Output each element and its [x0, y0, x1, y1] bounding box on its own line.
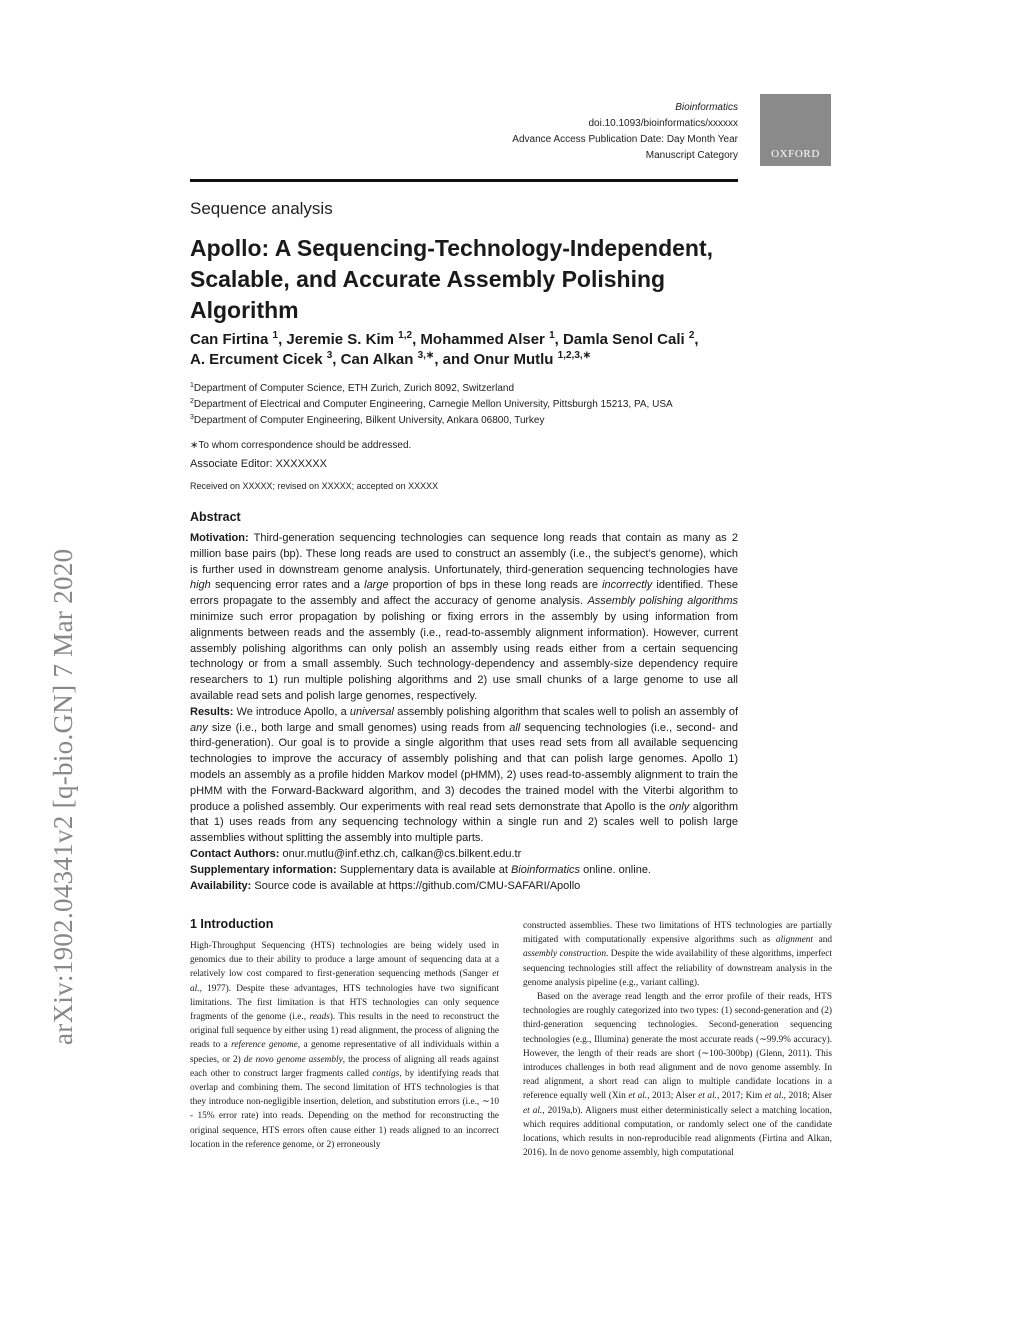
text-run: , the process of aligning all reads against each other to construct larger fragments called: [190, 1054, 499, 1079]
author-affiliation-mark: 1,2: [398, 330, 413, 341]
publication-date: Advance Access Publication Date: Day Month Year: [512, 134, 738, 145]
text-run: size (i.e., both large and small genomes) using reads from: [207, 721, 510, 734]
author-name: Can Firtina: [190, 331, 273, 348]
emphasis-text: Assembly polishing algorithms: [587, 595, 738, 608]
abstract-contact: [190, 847, 738, 863]
text-run: proportion of bps in these long reads are: [388, 579, 603, 592]
emphasis-text: et al.: [523, 1105, 543, 1116]
text-run: minimize such error propagation by polishing or fixing errors in the assembly by using information from alignments between reads and the assembly (i.e., read-to-assembly alignment information). However, current assembly polishing algorithms can only polish an assembly using reads either from a certain sequencing technology or from a small assembly. Such technology-dependency and assembly-size dependency require researchers to 1) run multiple polishing algorithms and 2) use small chunks of a large genome to use all available read sets and polish large genomes, respectively.: [190, 610, 738, 702]
abstract-body: [190, 531, 738, 894]
author-name: Can Alkan: [340, 351, 418, 368]
abstract-supplementary: [190, 863, 738, 879]
author-name: Damla Senol Cali: [562, 331, 689, 348]
affiliation-text: Department of Computer Engineering, Bilkent University, Ankara 06800, Turkey: [193, 415, 545, 426]
publisher-logo: [760, 94, 831, 166]
affiliations: [190, 381, 673, 429]
emphasis-text: et al.: [698, 1091, 717, 1102]
associate-editor: Associate Editor: XXXXXXX: [190, 458, 327, 470]
author-name: Onur Mutlu: [473, 351, 558, 368]
text-run: and: [813, 935, 832, 946]
availability-text: Source code is available at https://github.com/CMU-SAFARI/Apollo: [251, 879, 581, 892]
emphasis-text: et al.: [628, 1091, 648, 1102]
author-separator: ,: [412, 331, 421, 348]
supplementary-text: [337, 864, 651, 876]
affiliation-text: Department of Electrical and Computer Engineering, Carnegie Mellon University, Pittsburgh 15213, PA, USA: [193, 399, 673, 410]
affiliation-line: [190, 397, 673, 413]
emphasis-text: all: [509, 721, 521, 734]
author-affiliation-mark: 3,∗: [417, 350, 435, 361]
text-run: Third-generation sequencing technologies can sequence long reads that contain as many as 2 million base pairs (bp). These long reads are used to construct an assembly (i.e., the subject’s genome), which is further used in downstream genome analysis. Unfortunately, third-generation sequencing technologies have: [190, 532, 738, 576]
author-affiliation-mark: 1: [272, 330, 279, 341]
emphasis-text: large: [364, 579, 389, 592]
article-category: Sequence analysis: [190, 199, 333, 218]
text-run: Supplementary data is available at: [336, 863, 511, 876]
text-run: algorithm that 1) uses reads from any sequencing technology within a single run and 2) scales well to polish large assemblies without splitting the assembly into multiple parts.: [190, 800, 739, 845]
author-separator: , and: [434, 351, 474, 368]
emphasis-text: et al.: [190, 969, 499, 994]
author-affiliation-mark: 1: [549, 330, 555, 341]
author-separator: ,: [278, 331, 287, 348]
author-name: A. Ercument Cicek: [190, 351, 327, 368]
affiliation-line: [190, 413, 673, 429]
journal-metadata: [512, 100, 738, 164]
header-rule: [190, 179, 738, 182]
text-run: identified. These errors propagate to the assembly and affect the accuracy of genome analysis.: [190, 579, 738, 608]
author-separator: ,: [332, 351, 341, 368]
paper-title: Apollo: A Sequencing-Technology-Independent, Scalable, and Accurate Assembly Polishing Algorithm: [190, 235, 714, 323]
intro-column-right: [523, 919, 832, 1160]
emphasis-text: only: [669, 800, 690, 813]
text-run: , 2019a,b). Aligners must either deterministically select a matching location, which requires additional computation, or randomly select one of the candidate locations, which results in non-reproducible read alignments (Firtina and Alkan, 2016). In de novo genome assembly, high computational: [523, 1105, 832, 1159]
text-run: , by identifying reads that overlap and combining them. The second limitation of HTS technologies is that they introduce non-negligible insertion, deletion, and substitution errors (i.e., ∼10 - 15% error rate) into reads. Depending on the method for reconstructing the original sequence, HTS errors often cause either 1) reads aligned to an incorrect location in the reference genome, or 2) erroneously: [190, 1068, 499, 1150]
manuscript-category: Manuscript Category: [645, 150, 738, 161]
contact-label: Contact Authors:: [190, 847, 280, 860]
text-run: sequencing error rates and a: [210, 579, 365, 592]
text-run: , 2017; Kim: [716, 1091, 765, 1102]
received-dates: Received on XXXXX; revised on XXXXX; accepted on XXXXX: [190, 481, 439, 491]
author-list: [190, 330, 750, 370]
text-run: ). This results in the need to reconstruct the original full sequence by either using 1) read alignment, the process of aligning the reads to a: [190, 1012, 499, 1051]
text-run: sequencing technologies (i.e., second- and third-generation). Our goal is to provide a single algorithm that uses read sets from all available sequencing technologies to improve the accuracy of assembly polishing and that can polish large genomes. Apollo 1) models an assembly as a profile hidden Markov model (pHMM), 2) uses read-to-assembly alignment to train the pHMM with the Forward-Backward algorithm, and 3) decodes the trained model with the Viterbi algorithm to produce a polished assembly. Our experiments with real read sets demonstrate that Apollo is the: [190, 721, 738, 813]
text-run: , a genome representative of all individuals within a species, or 2): [190, 1040, 500, 1065]
text-run: , 2013; Alser: [647, 1091, 699, 1102]
emphasis-text: et al.: [764, 1091, 784, 1102]
availability-label: Availability:: [190, 879, 252, 892]
intro-column-left: [190, 939, 499, 1152]
text-run: High-Throughput Sequencing (HTS) technologies are being widely used in genomics due to their ability to produce a large amount of sequencing data at a relatively low cost compared to first-generation sequencing methods (Sanger: [190, 941, 499, 980]
emphasis-text: de novo genome assembly: [243, 1054, 343, 1065]
abstract-results: [190, 705, 738, 847]
introduction-heading: 1 Introduction: [190, 917, 274, 931]
publisher-logo-text: OXFORD: [771, 148, 820, 160]
journal-name: Bioinformatics: [675, 102, 738, 113]
author-affiliation-mark: 1,2,3,∗: [557, 350, 592, 361]
intro-paragraph: [523, 919, 832, 990]
emphasis-text: incorrectly: [602, 579, 653, 592]
emphasis-text: any: [190, 721, 208, 734]
results-text: [190, 706, 738, 844]
arxiv-identifier: arXiv:1902.04341v2 [q-bio.GN] 7 Mar 2020: [48, 548, 78, 1045]
text-run: assembly polishing algorithm that scales well to polish an assembly of: [393, 705, 739, 718]
intro-paragraph: [190, 939, 499, 1152]
motivation-text: [190, 532, 738, 702]
text-run: . Despite the wide availability of these algorithms, imperfect sequencing technologies still affect the reliability of downstream analysis in the genome analysis pipeline (e.g., variant calling).: [523, 949, 832, 988]
emphasis-text: alignment: [775, 935, 813, 946]
abstract-availability: [190, 879, 738, 895]
affiliation-number: 1: [190, 382, 194, 389]
emphasis-text: assembly construction: [523, 949, 606, 960]
supplementary-label: Supplementary information:: [190, 863, 337, 876]
abstract-motivation: [190, 531, 738, 705]
results-label: Results:: [190, 705, 234, 718]
emphasis-text: high: [190, 579, 211, 592]
author-separator: ,: [694, 331, 699, 348]
affiliation-number: 3: [190, 414, 194, 421]
emphasis-text: reads: [309, 1012, 330, 1023]
author-name: Mohammed Alser: [420, 331, 550, 348]
doi: doi.10.1093/bioinformatics/xxxxxx: [588, 118, 738, 129]
emphasis-text: Bioinformatics: [510, 863, 581, 876]
text-run: , 1977). Despite these advantages, HTS technologies have two significant limitations. The first limitation is that HTS technologies can only sequence fragments of the genome (i.e.,: [190, 983, 499, 1023]
text-run: constructed assemblies. These two limitations of HTS technologies are partially mitigated with computationally expensive algorithms such as: [523, 921, 832, 946]
author-separator: ,: [554, 331, 563, 348]
correspondence-note: ∗To whom correspondence should be addressed.: [190, 440, 412, 451]
emphasis-text: contigs: [372, 1068, 400, 1079]
abstract-heading: Abstract: [190, 510, 241, 524]
author-name: Jeremie S. Kim: [286, 331, 399, 348]
text-run: Based on the average read length and the error profile of their reads, HTS technologies are roughly categorized into two types: (1) second-generation and (2) third-generation sequencing technologies. Second-generation sequencing technologies (e.g., Illumina) generate the most accurate reads (∼99.9% accuracy). However, the length of their reads are short (∼100-300bp) (Glenn, 2011). This introduces challenges in both read alignment and de novo genome assembly. In read alignment, a short read can align to multiple candidate locations in a reference equally well (Xin: [523, 992, 832, 1102]
text-run: , 2018; Alser: [783, 1091, 832, 1102]
emphasis-text: universal: [349, 705, 394, 718]
affiliation-number: 2: [190, 398, 194, 405]
affiliation-text: Department of Computer Science, ETH Zurich, Zurich 8092, Switzerland: [193, 383, 515, 394]
emphasis-text: reference genome: [231, 1040, 298, 1051]
intro-paragraph: [523, 990, 832, 1160]
text-run: online. online.: [580, 863, 651, 876]
author-affiliation-mark: 3: [326, 350, 333, 361]
motivation-label: Motivation:: [190, 532, 249, 544]
text-run: We introduce Apollo, a: [233, 705, 350, 718]
affiliation-line: [190, 381, 673, 397]
contact-emails: onur.mutlu@inf.ethz.ch, calkan@cs.bilkent.edu.tr: [279, 847, 522, 860]
author-affiliation-mark: 2: [688, 330, 695, 341]
